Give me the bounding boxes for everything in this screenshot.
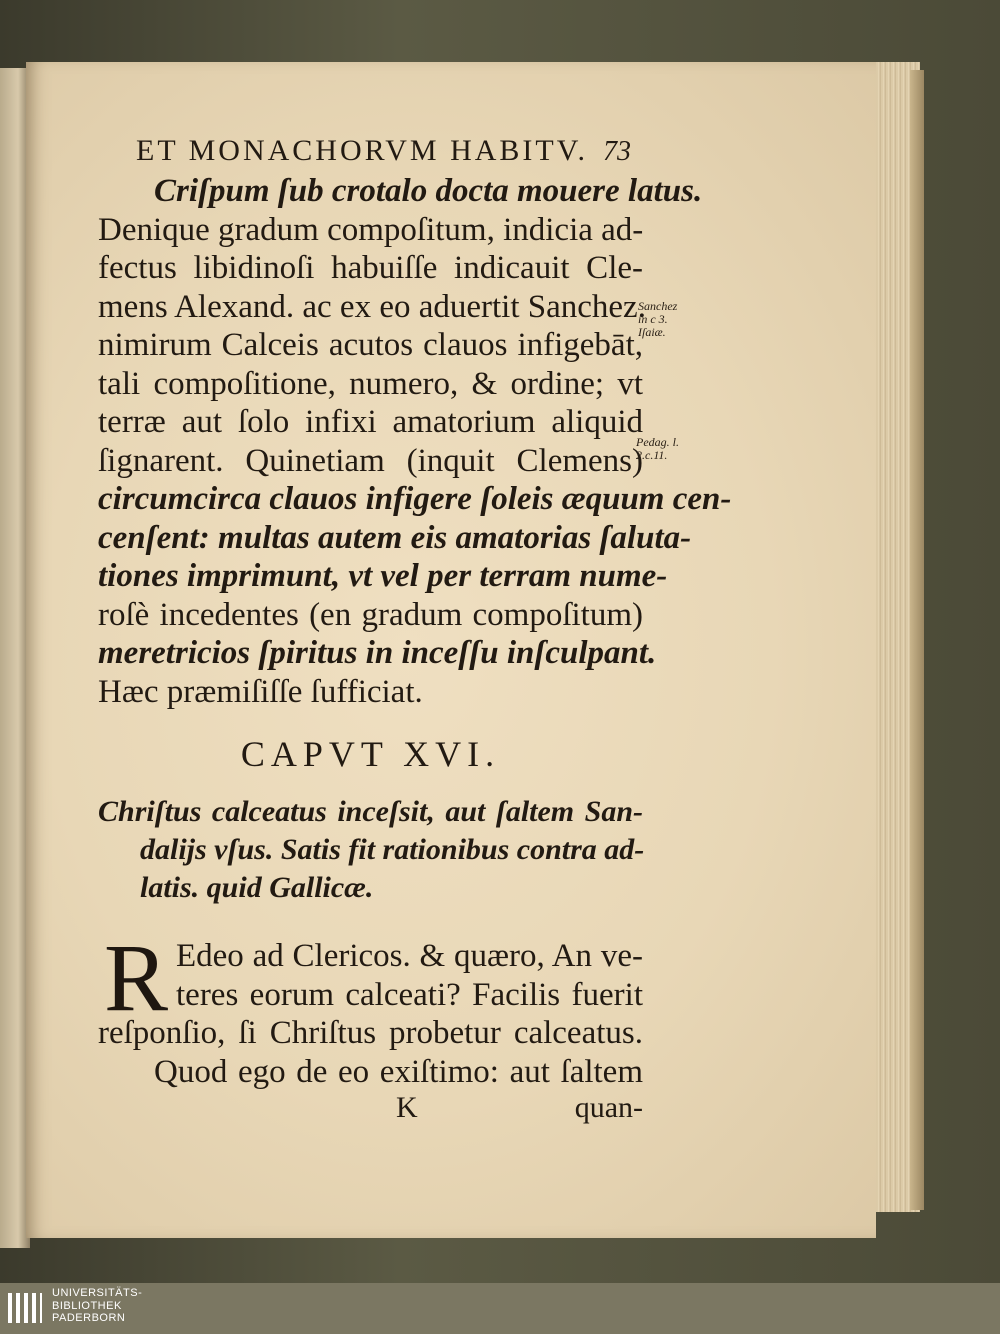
marginal-line: Sanchez (638, 299, 678, 313)
summary-line: dalijs vſus. Satis fit rationibus contra ad- (140, 833, 645, 866)
marginal-line: Pedag. l. (636, 435, 679, 449)
library-logo-line: BIBLIOTHEK (52, 1299, 122, 1312)
text-line: Hæc præmiſiſſe ſufficiat. (98, 673, 423, 710)
marginal-line: in c 3. (638, 312, 668, 326)
marginal-note (636, 436, 679, 462)
chapter-title: CAPVT XVI. (240, 734, 501, 774)
library-footer-bar (0, 1283, 1000, 1334)
text-line: roſè incedentes (en gradum compoſitum) (98, 596, 643, 633)
text-line: Edeo ad Clericos. & quæro, An ve- (176, 938, 643, 974)
library-logo-text (52, 1287, 142, 1325)
running-head (98, 128, 643, 172)
text-line: cenſent: multas autem eis amatorias ſaluta- (98, 519, 692, 556)
library-logo-line: UNIVERSITÄTS- (52, 1287, 143, 1299)
library-logo-icon (6, 1289, 44, 1327)
running-head-title: ET MONACHORVM HABITV. (136, 134, 589, 167)
text-line: tiones imprimunt, vt vel per terram nume- (98, 558, 668, 594)
chapter-summary (98, 793, 643, 907)
text-line: circumcirca clauos infigere ſoleis æquum cen- (98, 481, 732, 517)
text-line: terræ aut ſolo infixi amatorium aliquid (98, 404, 643, 440)
text-line: meretricios ſpiritus in inceſſu inſculpant. (98, 635, 657, 671)
text-line: teres eorum calceati? Facilis fuerit (176, 976, 643, 1013)
summary-line: latis. quid Gallicæ. (140, 871, 374, 904)
signature-mark: K (396, 1091, 418, 1124)
text-line: fectus libidinoſi habuiſſe indicauit Cle- (98, 250, 643, 286)
library-logo-line: PADERBORN (52, 1312, 126, 1324)
text-line: mens Alexand. ac ex eo aduertit Sanchez. (98, 288, 646, 325)
page-footer (98, 1091, 643, 1131)
text-line: tali compoſitione, numero, & ordine; vt (98, 365, 643, 402)
catchword: quan- (574, 1091, 643, 1124)
text-line: nimirum Calceis acutos clauos infigebāt, (98, 327, 643, 363)
text-line: Denique gradum compoſitum, indicia ad- (98, 211, 644, 248)
drop-cap: R (104, 924, 169, 1031)
marginal-line: 2.c.11. (636, 448, 668, 462)
page-number: 73 (603, 136, 631, 167)
text-line: reſponſio, ſi Chriſtus probetur calceatus. (98, 1015, 643, 1051)
marginal-line: Iſaiæ. (638, 325, 666, 339)
book-cover-edge (910, 70, 924, 1210)
text-line: ſignarent. Quinetiam (inquit Clemens) (98, 442, 643, 479)
text-line: Criſpum ſub crotalo docta mouere latus. (154, 173, 703, 209)
chapter-opening (98, 924, 643, 1091)
summary-line: Chriſtus calceatus inceſsit, aut ſaltem San- (98, 795, 643, 828)
marginal-note (638, 300, 677, 339)
text-line: Quod ego de eo exiſtimo: aut ſaltem (154, 1053, 643, 1090)
